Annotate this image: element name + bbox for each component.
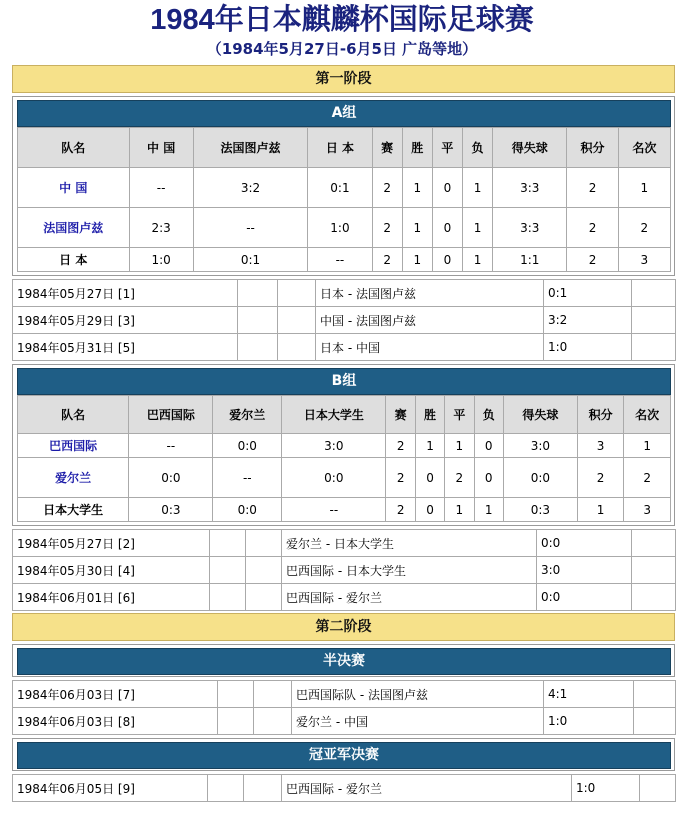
match-date: 1984年05月29日 [3] bbox=[13, 307, 238, 334]
table-cell: 0 bbox=[415, 458, 444, 498]
table-cell: 3:0 bbox=[282, 434, 386, 458]
match-row bbox=[13, 530, 676, 557]
col-header: 赛 bbox=[372, 128, 402, 168]
stage-1-header: 第一阶段 bbox=[12, 65, 675, 93]
table-cell: 2 bbox=[567, 208, 618, 248]
table-cell: 0:1 bbox=[193, 248, 308, 272]
match-score: 3:0 bbox=[537, 557, 632, 584]
team-name: 法国图卢兹 bbox=[18, 208, 130, 248]
table-cell: 2 bbox=[577, 458, 624, 498]
semi-header: 半决赛 bbox=[17, 648, 671, 675]
col-header: 胜 bbox=[402, 128, 432, 168]
col-header: 法国图卢兹 bbox=[193, 128, 308, 168]
table-cell: 3:0 bbox=[503, 434, 577, 458]
team-name: 中 国 bbox=[18, 168, 130, 208]
match-score: 0:1 bbox=[544, 280, 632, 307]
table-cell: 2 bbox=[386, 498, 415, 522]
col-header: 积分 bbox=[567, 128, 618, 168]
col-header: 平 bbox=[445, 396, 474, 434]
col-header: 队名 bbox=[18, 128, 130, 168]
table-row bbox=[18, 248, 671, 272]
table-cell: 1 bbox=[462, 168, 492, 208]
table-cell: 0 bbox=[415, 498, 444, 522]
match-row bbox=[13, 334, 676, 361]
col-header: 日本大学生 bbox=[282, 396, 386, 434]
group-b-header: B组 bbox=[17, 368, 671, 395]
table-cell: 2:3 bbox=[129, 208, 193, 248]
table-cell: 1 bbox=[577, 498, 624, 522]
page-subtitle: （1984年5月27日-6月5日 广岛等地） bbox=[206, 40, 478, 58]
group-b-matches bbox=[12, 529, 675, 611]
semi-matches bbox=[12, 680, 675, 735]
table-cell: 0 bbox=[432, 248, 462, 272]
table-cell: 1 bbox=[462, 208, 492, 248]
table-cell: -- bbox=[193, 208, 308, 248]
match-row bbox=[13, 775, 676, 802]
team-name: 日本大学生 bbox=[18, 498, 129, 522]
match-teams: 爱尔兰 - 中国 bbox=[292, 708, 544, 735]
table-cell: 1 bbox=[402, 208, 432, 248]
table-cell: 1 bbox=[402, 168, 432, 208]
table-cell: 2 bbox=[567, 168, 618, 208]
team-name: 爱尔兰 bbox=[18, 458, 129, 498]
table-cell: 3:2 bbox=[193, 168, 308, 208]
col-header: 负 bbox=[474, 396, 503, 434]
match-teams: 中国 - 法国图卢兹 bbox=[316, 307, 544, 334]
match-teams: 日本 - 法国图卢兹 bbox=[316, 280, 544, 307]
match-teams: 巴西国际队 - 法国图卢兹 bbox=[292, 681, 544, 708]
table-cell: 2 bbox=[386, 458, 415, 498]
match-score: 3:2 bbox=[544, 307, 632, 334]
group-a-box bbox=[12, 96, 675, 276]
col-header: 中 国 bbox=[129, 128, 193, 168]
table-cell: 2 bbox=[618, 208, 670, 248]
group-a-standings bbox=[17, 127, 671, 272]
match-date: 1984年06月05日 [9] bbox=[13, 775, 208, 802]
match-row bbox=[13, 681, 676, 708]
match-score: 0:0 bbox=[537, 530, 632, 557]
table-cell: 1 bbox=[618, 168, 670, 208]
table-cell: 1:0 bbox=[308, 208, 372, 248]
table-cell: 0 bbox=[474, 434, 503, 458]
col-header: 日 本 bbox=[308, 128, 372, 168]
page-title: 1984年日本麒麟杯国际足球赛 bbox=[150, 4, 534, 36]
table-cell: 2 bbox=[567, 248, 618, 272]
match-date: 1984年05月27日 [1] bbox=[13, 280, 238, 307]
group-a-header: A组 bbox=[17, 100, 671, 127]
table-cell: -- bbox=[129, 434, 213, 458]
table-cell: 2 bbox=[624, 458, 671, 498]
table-cell: 2 bbox=[372, 208, 402, 248]
final-matches bbox=[12, 774, 675, 802]
col-header: 胜 bbox=[415, 396, 444, 434]
match-date: 1984年05月30日 [4] bbox=[13, 557, 210, 584]
table-cell: 1 bbox=[462, 248, 492, 272]
col-header: 负 bbox=[462, 128, 492, 168]
table-cell: 1:1 bbox=[493, 248, 567, 272]
match-score: 4:1 bbox=[544, 681, 634, 708]
table-cell: 0:3 bbox=[129, 498, 213, 522]
table-cell: -- bbox=[308, 248, 372, 272]
table-cell: 1 bbox=[445, 434, 474, 458]
stage-2-header: 第二阶段 bbox=[12, 613, 675, 641]
group-a-matches bbox=[12, 279, 675, 361]
table-cell: -- bbox=[129, 168, 193, 208]
table-cell: 2 bbox=[372, 248, 402, 272]
match-row bbox=[13, 307, 676, 334]
col-header: 赛 bbox=[386, 396, 415, 434]
table-cell: 1 bbox=[402, 248, 432, 272]
match-date: 1984年05月31日 [5] bbox=[13, 334, 238, 361]
match-date: 1984年06月03日 [7] bbox=[13, 681, 218, 708]
team-name: 巴西国际 bbox=[18, 434, 129, 458]
match-teams: 巴西国际 - 日本大学生 bbox=[282, 557, 537, 584]
table-cell: 2 bbox=[372, 168, 402, 208]
table-cell: 1 bbox=[415, 434, 444, 458]
match-score: 0:0 bbox=[537, 584, 632, 611]
table-cell: 0 bbox=[432, 168, 462, 208]
match-row bbox=[13, 708, 676, 735]
col-header: 爱尔兰 bbox=[213, 396, 282, 434]
table-cell: 0:0 bbox=[503, 458, 577, 498]
match-score: 1:0 bbox=[544, 334, 632, 361]
match-row bbox=[13, 280, 676, 307]
table-cell: -- bbox=[213, 458, 282, 498]
table-row bbox=[18, 498, 671, 522]
table-cell: 0 bbox=[432, 208, 462, 248]
table-cell: 3 bbox=[577, 434, 624, 458]
table-cell: 0 bbox=[474, 458, 503, 498]
semi-box bbox=[12, 644, 675, 677]
group-b-standings bbox=[17, 395, 671, 522]
col-header: 积分 bbox=[577, 396, 624, 434]
table-row bbox=[18, 168, 671, 208]
table-cell: 3:3 bbox=[493, 208, 567, 248]
table-cell: 3:3 bbox=[493, 168, 567, 208]
match-date: 1984年05月27日 [2] bbox=[13, 530, 210, 557]
col-header: 得失球 bbox=[503, 396, 577, 434]
table-cell: 2 bbox=[445, 458, 474, 498]
table-cell: 1 bbox=[474, 498, 503, 522]
table-cell: 2 bbox=[386, 434, 415, 458]
tournament-page bbox=[12, 65, 675, 802]
table-cell: 3 bbox=[624, 498, 671, 522]
table-cell: 0:1 bbox=[308, 168, 372, 208]
table-cell: 1 bbox=[445, 498, 474, 522]
table-cell: 1:0 bbox=[129, 248, 193, 272]
group-b-box bbox=[12, 364, 675, 526]
match-teams: 巴西国际 - 爱尔兰 bbox=[282, 584, 537, 611]
col-header: 巴西国际 bbox=[129, 396, 213, 434]
table-row bbox=[18, 434, 671, 458]
col-header: 名次 bbox=[618, 128, 670, 168]
final-header: 冠亚军决赛 bbox=[17, 742, 671, 769]
col-header: 平 bbox=[432, 128, 462, 168]
match-score: 1:0 bbox=[572, 775, 640, 802]
col-header: 名次 bbox=[624, 396, 671, 434]
match-row bbox=[13, 557, 676, 584]
team-name: 日 本 bbox=[18, 248, 130, 272]
match-teams: 巴西国际 - 爱尔兰 bbox=[282, 775, 572, 802]
match-teams: 爱尔兰 - 日本大学生 bbox=[282, 530, 537, 557]
table-cell: 0:0 bbox=[213, 498, 282, 522]
match-score: 1:0 bbox=[544, 708, 634, 735]
table-cell: -- bbox=[282, 498, 386, 522]
group-b-header-row bbox=[18, 396, 671, 434]
match-row bbox=[13, 584, 676, 611]
table-cell: 0:3 bbox=[503, 498, 577, 522]
table-row bbox=[18, 458, 671, 498]
match-date: 1984年06月03日 [8] bbox=[13, 708, 218, 735]
col-header: 队名 bbox=[18, 396, 129, 434]
match-date: 1984年06月01日 [6] bbox=[13, 584, 210, 611]
table-cell: 0:0 bbox=[213, 434, 282, 458]
col-header: 得失球 bbox=[493, 128, 567, 168]
table-cell: 3 bbox=[618, 248, 670, 272]
group-a-header-row bbox=[18, 128, 671, 168]
table-cell: 1 bbox=[624, 434, 671, 458]
table-cell: 0:0 bbox=[282, 458, 386, 498]
table-cell: 0:0 bbox=[129, 458, 213, 498]
final-box bbox=[12, 738, 675, 771]
table-row bbox=[18, 208, 671, 248]
match-teams: 日本 - 中国 bbox=[316, 334, 544, 361]
